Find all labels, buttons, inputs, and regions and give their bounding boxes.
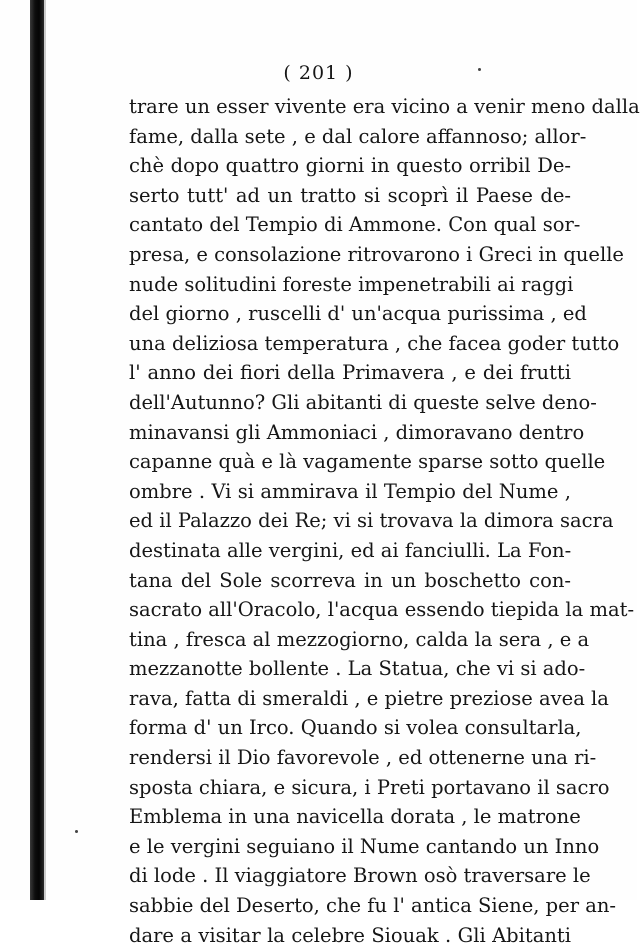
text-line: del giorno , ruscelli d' un'acqua purissima , ed — [129, 302, 587, 326]
text-line: forma d' un Irco. Quando si volea consultarla, — [129, 716, 582, 740]
text-line: capanne quà e là vagamente sparse sotto quelle — [129, 450, 606, 474]
book-spine-shadow — [30, 0, 44, 900]
text-line: serto tutt' ad un tratto si scoprì il Paese de- — [129, 183, 571, 207]
text-line: ed il Palazzo dei Re; vi si trovava la dimora sacra — [129, 509, 614, 533]
text-line: presa, e consolazione ritrovarono i Greci in quelle — [129, 242, 624, 266]
text-line: rendersi il Dio favorevole , ed ottenerne una ri- — [129, 746, 597, 770]
text-line: mezzanotte bollente . La Statua, che vi si ado- — [129, 657, 586, 681]
text-line: minavansi gli Ammoniaci , dimoravano dentro — [129, 420, 585, 444]
text-line: dare a visitar la celebre Siouak . Gli Abitanti — [129, 923, 571, 947]
text-line: trare un esser vivente era vicino a venir meno dalla — [129, 95, 640, 118]
text-line: tana del Sole scorreva in un boschetto con- — [129, 568, 571, 592]
page-number: ( 201 ) — [283, 62, 354, 84]
text-line: chè dopo quattro giorni in questo orribil De- — [129, 154, 571, 178]
text-line: sposta chiara, e sicura, i Preti portavano il sacro — [129, 775, 610, 799]
ink-speck — [75, 830, 78, 833]
text-line: sabbie del Deserto, che fu l' antica Siene, per an- — [129, 894, 616, 918]
text-line: rava, fatta di smeraldi , e pietre preziose avea la — [129, 686, 609, 710]
text-line: sacrato all'Oracolo, l'acqua essendo tiepida la mat- — [129, 598, 635, 622]
text-line: e le vergini seguiano il Nume cantando un Inno — [129, 834, 600, 858]
ink-speck — [478, 68, 481, 71]
text-line: una deliziosa temperatura , che facea goder tutto — [129, 331, 620, 355]
text-line: cantato del Tempio di Ammone. Con qual sor- — [129, 213, 581, 237]
text-line: di lode . Il viaggiatore Brown osò traversare le — [129, 864, 591, 888]
body-text — [129, 92, 640, 950]
book-spine-edge — [44, 0, 46, 900]
text-line: ombre . Vi si ammirava il Tempio del Nume , — [129, 479, 571, 503]
text-line: dell'Autunno? Gli abitanti di queste selve deno- — [129, 390, 597, 414]
text-line: nude solitudini foreste impenetrabili ai raggi — [129, 272, 574, 296]
text-line: destinata alle vergini, ed ai fanciulli. La Fon- — [129, 538, 572, 562]
text-line: tina , fresca al mezzogiorno, calda la sera , e a — [129, 627, 590, 651]
text-line: Emblema in una navicella dorata , le matrone — [129, 805, 581, 829]
text-line: l' anno dei fiori della Primavera , e dei frutti — [129, 361, 571, 385]
text-line: fame, dalla sete , e dal calore affannoso; allor- — [129, 124, 587, 148]
